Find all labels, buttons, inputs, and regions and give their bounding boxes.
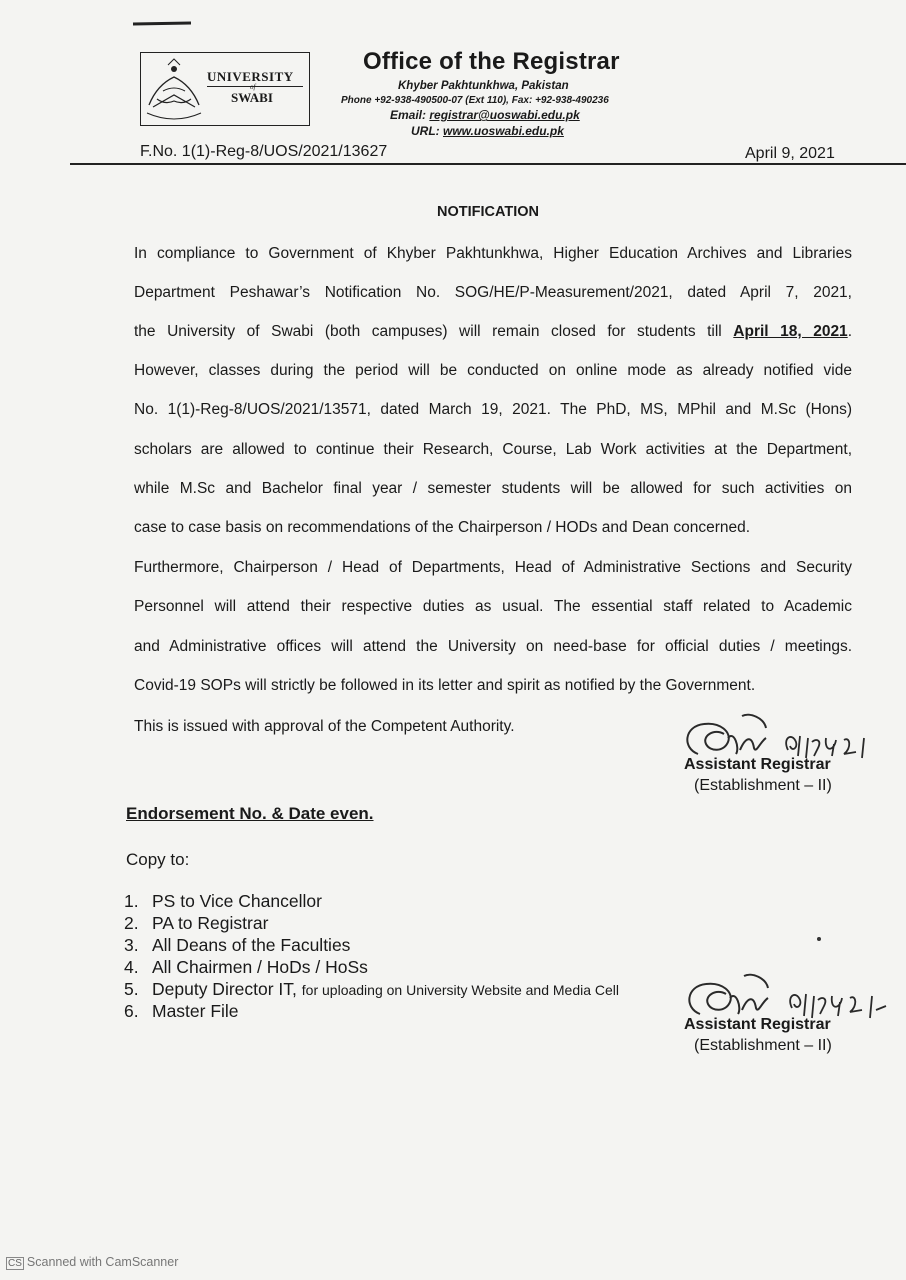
signature-1-subtitle: (Establishment – II) [694, 777, 832, 794]
list-item: 2. PA to Registrar [124, 913, 269, 933]
logo-university-text: UNIVERSITY [207, 69, 294, 84]
list-item: 3. All Deans of the Faculties [124, 935, 351, 955]
body-line: case to case basis on recommendations of the Chairperson / HODs and Dean concerned. [134, 519, 751, 536]
letter-date: April 9, 2021 [745, 145, 835, 162]
body-line: Personnel will attend their respective duties as usual. The essential staff related to Academic [134, 598, 852, 615]
body-line: However, classes during the period will be conducted on online mode as already notified vide [134, 362, 852, 379]
copy-to-label: Copy to: [126, 850, 190, 869]
scan-speck [817, 937, 821, 941]
body-line: Covid-19 SOPs will strictly be followed in its letter and spirit as notified by the Government. [134, 677, 756, 694]
body-line: In compliance to Government of Khyber Pakhtunkhwa, Higher Education Archives and Libraries [134, 245, 852, 262]
scanner-watermark: CS Scanned with CamScanner [8, 1255, 179, 1269]
logo-of-text: of [250, 83, 256, 91]
copy-to-list [124, 890, 619, 1022]
list-item: 5. Deputy Director IT, for uploading on University Website and Media Cell [124, 979, 620, 999]
signature-2-title: Assistant Registrar [684, 1016, 831, 1033]
body-line: This is issued with approval of the Competent Authority. [134, 718, 515, 735]
header-rule [70, 163, 906, 165]
header-phone: Phone +92-938-490500-07 (Ext 110), Fax: +92-938-490236 [341, 95, 609, 106]
list-item: 4. All Chairmen / HoDs / HoSs [124, 957, 368, 977]
body-line: Furthermore, Chairperson / Head of Departments, Head of Administrative Sections and Security [134, 559, 852, 576]
camscanner-logo-icon: CS [8, 1258, 22, 1269]
header-url: URL: www.uoswabi.edu.pk [411, 124, 564, 138]
header-email: Email: registrar@uoswabi.edu.pk [390, 108, 580, 122]
body-line: No. 1(1)-Reg-8/UOS/2021/13571, dated March 19, 2021. The PhD, MS, MPhil and M.Sc (Hons) [134, 401, 852, 418]
body-line: Department Peshawar’s Notification No. SOG/HE/P-Measurement/2021, dated April 7, 2021, [134, 284, 852, 301]
file-number: F.No. 1(1)-Reg-8/UOS/2021/13627 [140, 143, 388, 160]
body-line: and Administrative offices will attend the University on need-base for official duties / meetings. [134, 638, 852, 655]
notification-title: NOTIFICATION [437, 204, 540, 220]
email-link[interactable]: registrar@uoswabi.edu.pk [429, 108, 580, 122]
body-line: scholars are allowed to continue their Research, Course, Lab Work activities at the Department, [134, 441, 852, 458]
list-item: 6. Master File [124, 1001, 239, 1021]
body-line: the University of Swabi (both campuses) will remain closed for students till April 18, 2021. [134, 323, 852, 340]
logo-swabi-text: SWABI [231, 90, 273, 105]
signature-1-title: Assistant Registrar [684, 756, 831, 773]
closed-till-date: April 18, 2021 [733, 323, 848, 340]
list-item: 1. PS to Vice Chancellor [124, 891, 322, 911]
header-location: Khyber Pakhtunkhwa, Pakistan [398, 80, 569, 92]
office-title: Office of the Registrar [363, 48, 620, 75]
signature-2-subtitle: (Establishment – II) [694, 1037, 832, 1054]
endorsement-heading: Endorsement No. & Date even. [126, 804, 374, 823]
university-emblem-icon [143, 55, 205, 121]
body-line: while M.Sc and Bachelor final year / semester students will be allowed for such activities on [134, 480, 852, 497]
url-link[interactable]: www.uoswabi.edu.pk [443, 124, 564, 138]
scan-mark [133, 21, 191, 25]
